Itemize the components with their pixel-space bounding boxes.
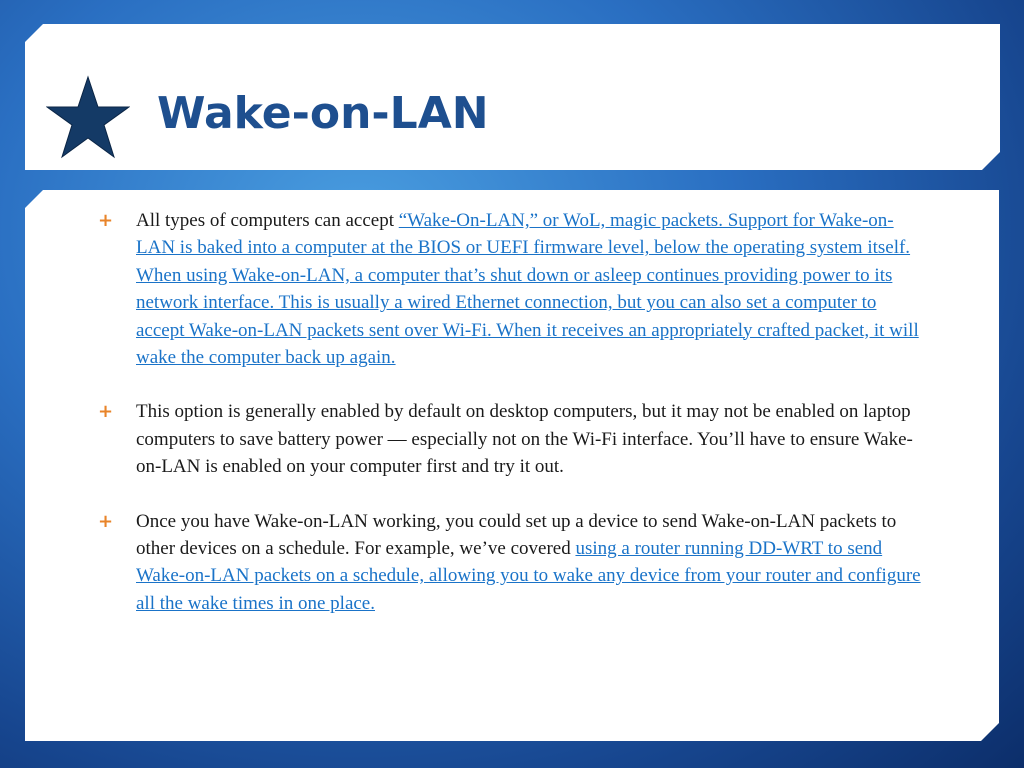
bullet-text: This option is generally enabled by default on desktop computers, but it may not be enabled on laptop computers to save battery power — especially not on the Wi-Fi interface. You’ll have to ensure Wake-on-LAN is enabled on your computer first and try it out. <box>136 401 913 478</box>
bullet-link[interactable]: “Wake-On-LAN,” or WoL, magic packets. Support for Wake-on-LAN is baked into a computer at the BIOS or UEFI firmware level, below the operating system itself. When using Wake-on-LAN, a computer that’s shut down or asleep continues providing power to its network interface. This is usually a wired Ethernet connection, but you can also set a computer to accept Wake-on-LAN packets sent over Wi-Fi. When it receives an appropriately crafted packet, it will wake the computer back up again. <box>136 210 919 369</box>
plus-icon: + <box>98 210 114 231</box>
bullet-text: All types of computers can accept <box>136 210 399 231</box>
bullet-list <box>98 207 928 644</box>
plus-icon: + <box>98 401 114 423</box>
plus-icon: + <box>98 510 114 532</box>
star-icon <box>46 75 130 161</box>
bullet-item-2 <box>98 398 928 480</box>
slide-title: Wake-on-LAN <box>157 88 489 139</box>
bullet-link[interactable]: using a router running DD-WRT to send Wake-on-LAN packets on a schedule, allowing you to wake any device from your router and configure all the wake times in one place. <box>136 538 921 614</box>
bullet-item-1 <box>98 207 928 371</box>
bullet-item-3 <box>98 508 928 618</box>
bullet-text: Once you have Wake-on-LAN working, you could set up a device to send Wake-on-LAN packets to other devices on a schedule. For example, we’ve covered <box>136 510 897 560</box>
